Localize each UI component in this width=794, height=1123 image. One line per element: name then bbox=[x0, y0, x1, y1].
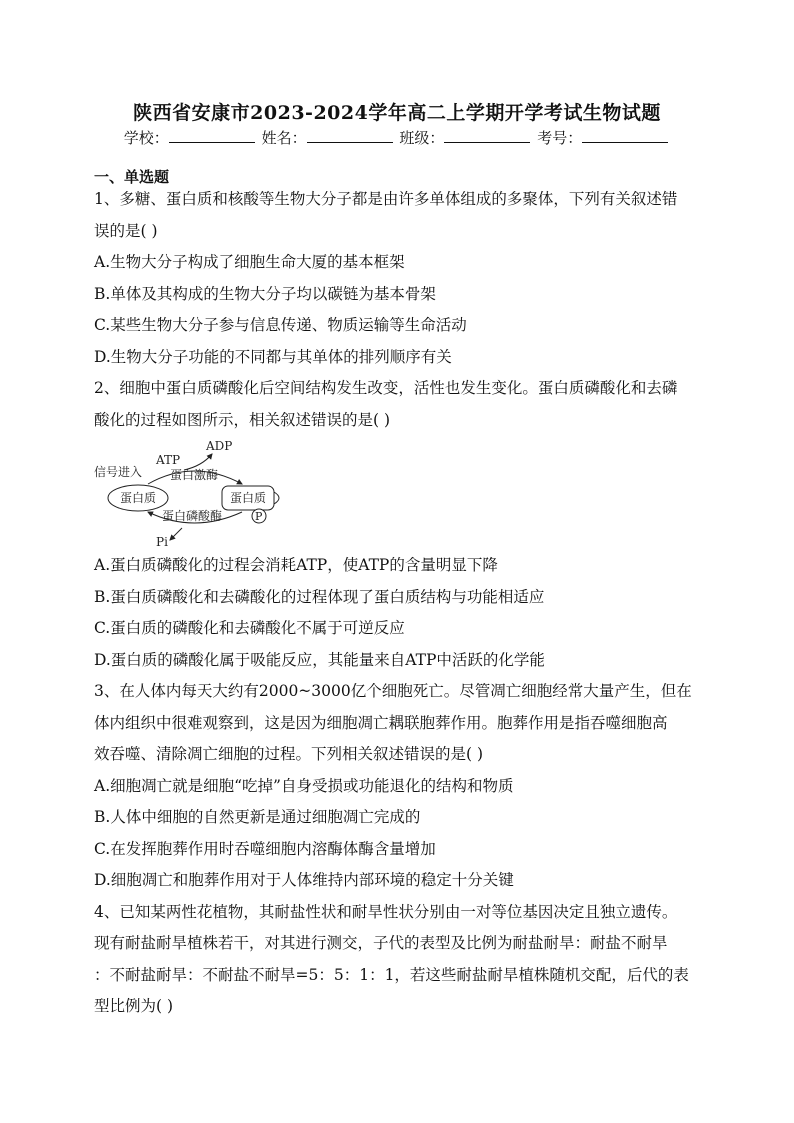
question-stem-line: 效吞噬、清除凋亡细胞的过程。下列相关叙述错误的是( ) bbox=[94, 745, 484, 763]
info-name bbox=[262, 127, 395, 148]
option-b[interactable]: B.人体中细胞的自然更新是通过细胞凋亡完成的 bbox=[94, 808, 421, 826]
protein-left-label: 蛋白质 bbox=[120, 491, 157, 505]
question-stem-line: 误的是( ) bbox=[94, 221, 158, 240]
question-stem-line: 型比例为( ) bbox=[94, 997, 174, 1015]
option-c[interactable]: C.在发挥胞葬作用时吞噬细胞内溶酶体酶含量增加 bbox=[94, 839, 436, 858]
option-d[interactable]: D.细胞凋亡和胞葬作用对于人体维持内部环境的稳定十分关键 bbox=[94, 871, 514, 889]
question-stem-line: 4、已知某两性花植物，其耐盐性状和耐旱性状分别由一对等位基因决定且独立遗传。 bbox=[94, 902, 678, 921]
question-list bbox=[94, 184, 706, 1023]
student-info-line bbox=[0, 127, 794, 148]
question-1 bbox=[94, 184, 706, 373]
page-title: 陕西省安康市2023-2024学年高二上学期开学考试生物试题 bbox=[133, 102, 661, 124]
section-heading: 一、单选题 bbox=[94, 168, 170, 186]
option-d[interactable]: D.生物大分子功能的不同都与其单体的排列顺序有关 bbox=[94, 347, 452, 366]
option-b[interactable]: B.蛋白质磷酸化和去磷酸化的过程体现了蛋白质结构与功能相适应 bbox=[94, 587, 545, 606]
question-2 bbox=[94, 373, 706, 676]
info-number bbox=[537, 127, 670, 148]
option-c[interactable]: C.某些生物大分子参与信息传递、物质运输等生命活动 bbox=[94, 316, 467, 334]
question-stem-line: 体内组织中很难观察到，这是因为细胞凋亡耦联胞葬作用。胞葬作用是指吞噬细胞高 bbox=[94, 713, 668, 732]
phosphorylation-diagram bbox=[94, 436, 706, 548]
protein-right-bump bbox=[274, 492, 279, 504]
pi-label: Pi bbox=[156, 535, 168, 548]
option-b[interactable]: B.单体及其构成的生物大分子均以碳链为基本骨架 bbox=[94, 284, 436, 303]
kinase-label: 蛋白激酶 bbox=[170, 468, 219, 482]
info-class-blank[interactable] bbox=[444, 128, 530, 143]
info-number-blank[interactable] bbox=[582, 128, 668, 143]
atp-label: ATP bbox=[156, 453, 181, 467]
adp-label: ADP bbox=[206, 439, 233, 453]
info-school-blank[interactable] bbox=[169, 128, 255, 143]
info-name-blank[interactable] bbox=[307, 128, 393, 143]
question-stem-line: 酸化的过程如图所示，相关叙述错误的是( ) bbox=[94, 410, 391, 429]
info-school-label: 学校： bbox=[123, 129, 169, 147]
info-school bbox=[124, 127, 257, 148]
question-stem-line: 2、细胞中蛋白质磷酸化后空间结构发生改变，活性也发生变化。蛋白质磷酸化和去磷 bbox=[94, 379, 678, 397]
question-stem-line: 现有耐盐耐旱植株若干，对其进行测交，子代的表型及比例为耐盐耐旱：耐盐不耐旱 bbox=[94, 934, 668, 952]
option-c[interactable]: C.蛋白质的磷酸化和去磷酸化不属于可逆反应 bbox=[94, 619, 405, 637]
phosphorylation-diagram-svg bbox=[94, 436, 304, 548]
question-3 bbox=[94, 676, 706, 897]
phosphatase-label: 蛋白磷酸酶 bbox=[162, 509, 223, 523]
info-number-label: 考号： bbox=[537, 129, 583, 147]
info-class bbox=[399, 127, 532, 148]
info-class-label: 班级： bbox=[399, 129, 445, 147]
question-4 bbox=[94, 897, 706, 1023]
phosphate-label: P bbox=[255, 510, 263, 523]
option-a[interactable]: A.细胞凋亡就是细胞“吃掉”自身受损或功能退化的结构和物质 bbox=[94, 776, 514, 795]
protein-right-label: 蛋白质 bbox=[230, 491, 267, 505]
signal-in-label: 信号进入 bbox=[94, 465, 143, 479]
pi-arrow bbox=[170, 528, 182, 540]
option-a[interactable]: A.生物大分子构成了细胞生命大厦的基本框架 bbox=[94, 253, 405, 271]
question-stem-line: ：不耐盐耐旱：不耐盐不耐旱=5：5：1：1，若这些耐盐耐旱植株随机交配，后代的表 bbox=[94, 965, 689, 984]
option-d[interactable]: D.蛋白质的磷酸化属于吸能反应，其能量来自ATP中活跃的化学能 bbox=[94, 650, 545, 669]
question-stem-line: 3、在人体内每天大约有2000~3000亿个细胞死亡。尽管凋亡细胞经常大量产生，但在 bbox=[94, 682, 692, 700]
info-name-label: 姓名： bbox=[261, 129, 307, 147]
option-a[interactable]: A.蛋白质磷酸化的过程会消耗ATP，使ATP的含量明显下降 bbox=[94, 556, 498, 574]
question-stem-line: 1、多糖、蛋白质和核酸等生物大分子都是由许多单体组成的多聚体，下列有关叙述错 bbox=[94, 190, 678, 208]
